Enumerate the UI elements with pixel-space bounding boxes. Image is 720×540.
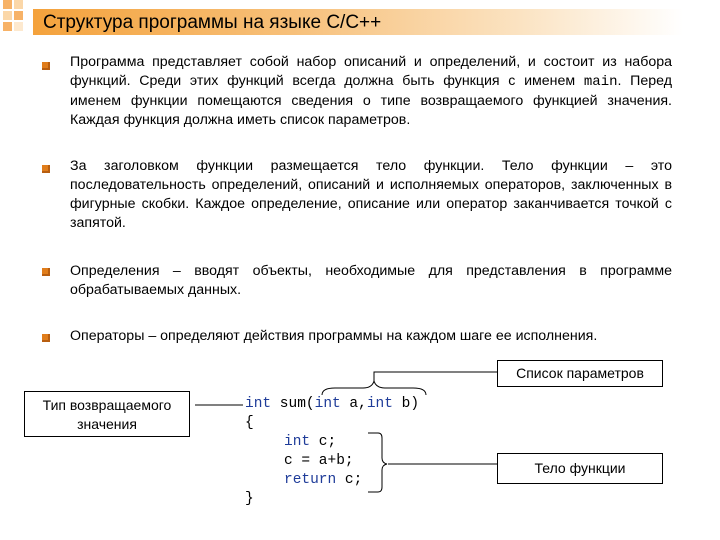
code-line-assignment: c = a+b; [284,453,354,469]
code-text: sum( [271,396,315,412]
paragraph-1-text-a: Программа представляет собой набор описаний и определений, и состоит из набора функций. Среди этих функций всегда должна быть функция с именем [70,54,672,89]
main-code-inline: main [583,74,618,90]
page-title: Структура программы на языке C/C++ [43,12,382,33]
code-line-close-brace: } [245,491,254,507]
body-label: Тело функции [534,460,626,476]
paragraph-1-text-b: . Перед именем функции помещаются сведения о типе возвращаемого функцией значения. Каждая функция должна иметь список параметров. [70,73,672,128]
code-line-open-brace: { [245,415,254,431]
params-brace [322,381,426,395]
code-line-signature [245,395,419,414]
params-label-box [497,360,663,387]
paragraph-4: Операторы – определяют действия программы на каждом шаге ее исполнения. [70,328,598,344]
code-line-declaration [284,433,336,452]
code-keyword: int [284,434,311,450]
code-text: c; [336,472,363,488]
code-keyword: int [314,396,341,412]
paragraph-3: Определения – вводят объекты, необходимые для представления в программе обрабатываемых данных. [70,263,672,298]
code-text: c; [310,434,337,450]
return-type-label-box [24,391,190,437]
code-line-return [284,471,362,490]
code-text: b) [392,396,420,412]
code-keyword: int [366,396,393,412]
params-connector [374,372,497,381]
paragraph-2: За заголовком функции размещается тело функции. Тело функции – это последовательность определений, описаний и исполняемых операторов, заключенных в фигурные скобки. Каждое определение, описание или оператор заканчивается точкой с запятой. [70,158,672,231]
code-keyword: int [245,396,272,412]
code-text: a, [340,396,367,412]
body-brace [368,433,387,492]
code-keyword: return [284,472,337,488]
params-label: Список параметров [516,365,644,381]
return-type-label: Тип возвращаемого значения [42,397,172,432]
body-label-box [497,453,663,484]
